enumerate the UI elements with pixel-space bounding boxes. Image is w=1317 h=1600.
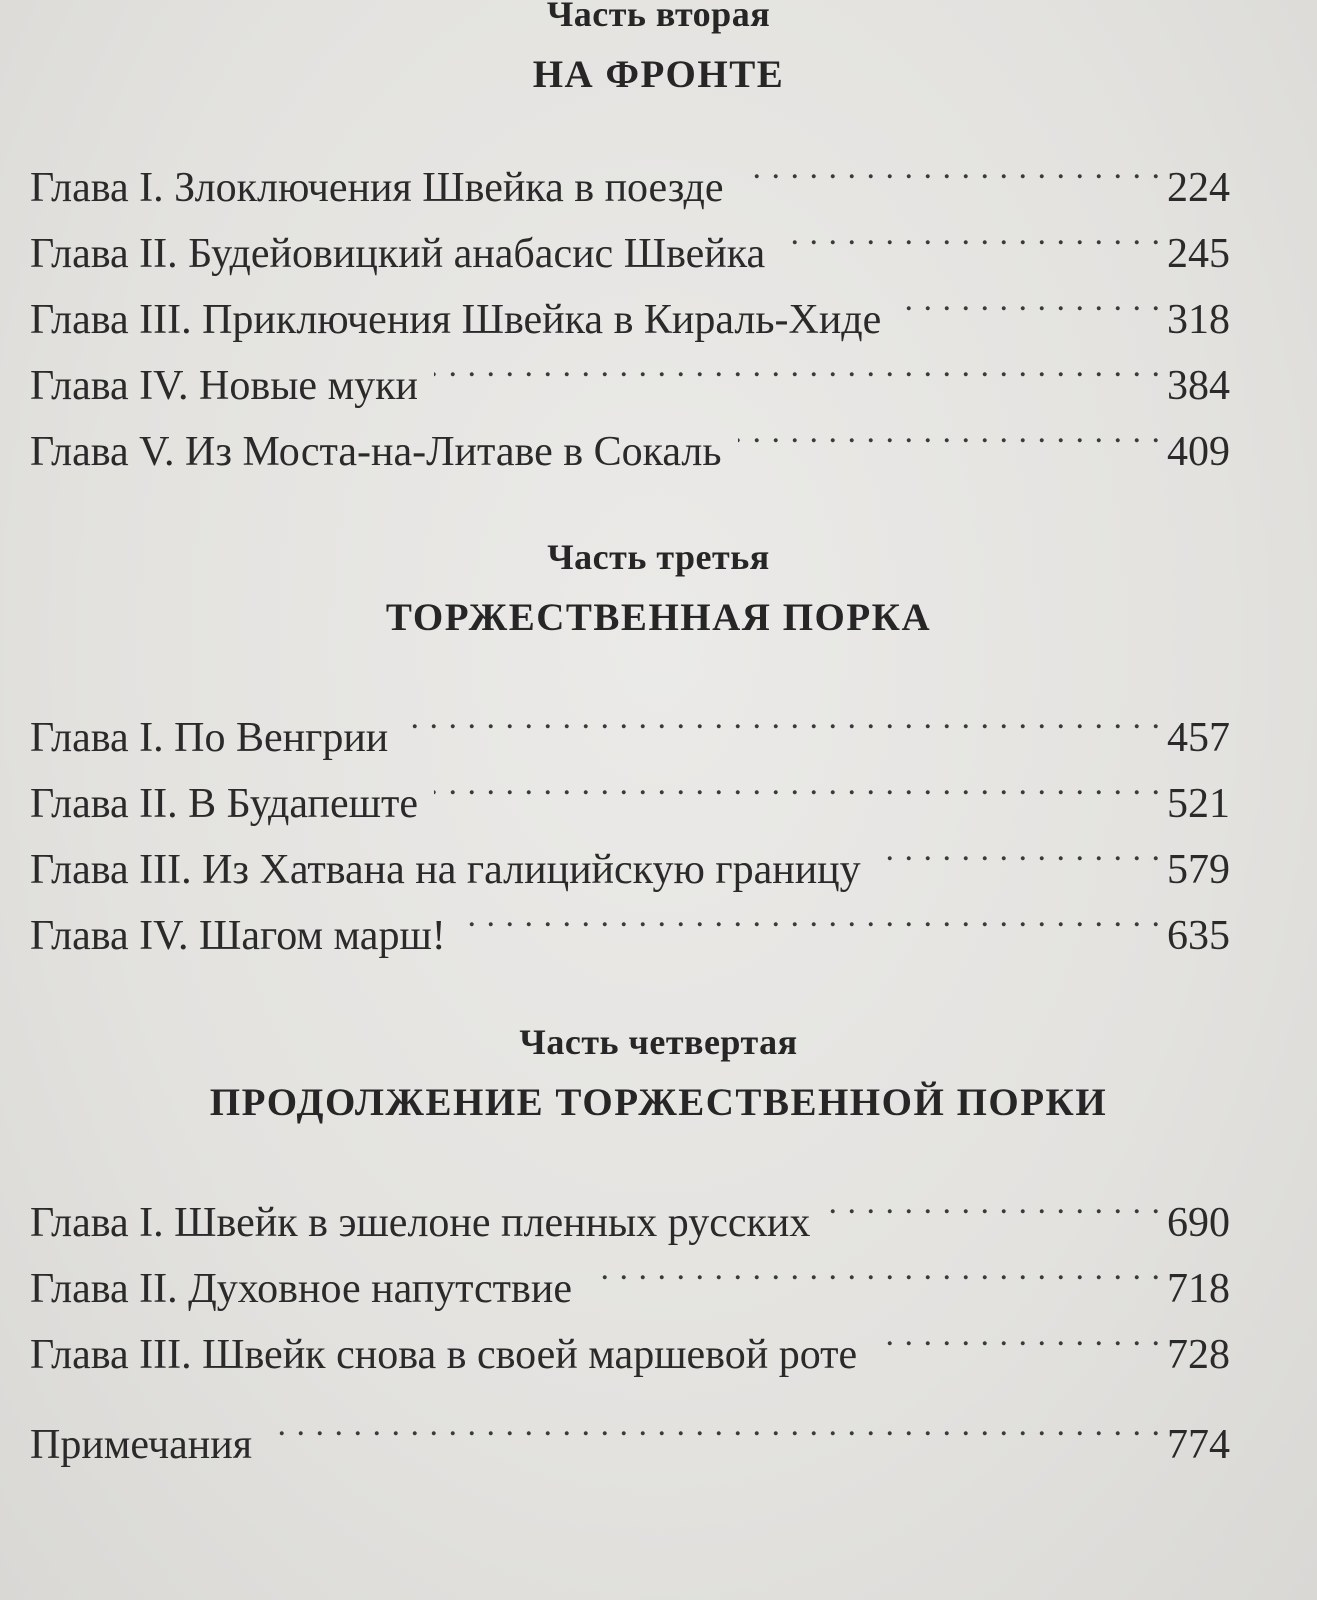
part-two-header (0, 0, 1317, 100)
leader-dots (434, 751, 1161, 817)
part-label: Часть вторая (546, 0, 771, 34)
part-three-entries (30, 685, 1230, 959)
leader-dots (462, 883, 1161, 949)
toc-entry-notes[interactable] (30, 1392, 1230, 1468)
part-three-header (0, 535, 1317, 643)
chapter-title: Глава IV. Шагом марш! (30, 913, 446, 959)
page-number: 579 (1167, 847, 1230, 893)
page-number: 521 (1167, 781, 1230, 827)
page-number: 384 (1167, 363, 1230, 409)
chapter-title: Глава III. Швейк снова в своей маршевой роте (30, 1332, 858, 1378)
notes-title: Примечания (30, 1422, 253, 1468)
leader-dots (434, 333, 1161, 399)
chapter-title: Глава I. Швейк в эшелоне пленных русских (30, 1200, 811, 1246)
leader-dots (588, 1236, 1161, 1302)
chapter-title: Глава III. Из Хатвана на галицийскую границу (30, 847, 861, 893)
page-number: 224 (1167, 165, 1230, 211)
leader-dots (738, 399, 1161, 465)
chapter-title: Глава V. Из Моста-на-Литаве в Сокаль (30, 429, 722, 475)
chapter-title: Глава II. В Будапеште (30, 781, 418, 827)
chapter-title: Глава III. Приключения Швейка в Кираль-Хиде (30, 297, 882, 343)
page-number: 728 (1167, 1332, 1230, 1378)
part-four-header (0, 1020, 1317, 1128)
page-number: 409 (1167, 429, 1230, 475)
page-number: 718 (1167, 1266, 1230, 1312)
page-number: 245 (1167, 231, 1230, 277)
page-number: 774 (1167, 1422, 1230, 1468)
chapter-title: Глава II. Будейовицкий анабасис Швейка (30, 231, 766, 277)
chapter-title: Глава IV. Новые муки (30, 363, 419, 409)
chapter-title: Глава II. Духовное напутствие (30, 1266, 572, 1312)
part-two-entries (30, 135, 1230, 475)
leader-dots (268, 1392, 1161, 1458)
leader-dots (781, 201, 1161, 267)
leader-dots (873, 1302, 1161, 1368)
part-title: ТОРЖЕСТВЕННАЯ ПОРКА (385, 596, 932, 639)
toc-entry[interactable] (30, 135, 1230, 211)
part-label: Часть третья (547, 537, 770, 577)
chapter-title: Глава I. По Венгрии (30, 715, 389, 761)
leader-dots (877, 817, 1161, 883)
notes-entry-block (30, 1392, 1230, 1468)
part-title: НА ФРОНТЕ (532, 53, 785, 96)
toc-entry[interactable] (30, 685, 1230, 761)
leader-dots (826, 1170, 1161, 1236)
leader-dots (404, 685, 1161, 751)
toc-entry[interactable] (30, 1170, 1230, 1246)
part-title: ПРОДОЛЖЕНИЕ ТОРЖЕСТВЕННОЙ ПОРКИ (209, 1081, 1108, 1124)
leader-dots (740, 135, 1161, 201)
page-number: 457 (1167, 715, 1230, 761)
part-four-entries (30, 1170, 1230, 1378)
page-number: 690 (1167, 1200, 1230, 1246)
part-label: Часть четвертая (519, 1022, 798, 1062)
page-number: 635 (1167, 913, 1230, 959)
page-number: 318 (1167, 297, 1230, 343)
leader-dots (897, 267, 1161, 333)
chapter-title: Глава I. Злоключения Швейка в поезде (30, 165, 724, 211)
